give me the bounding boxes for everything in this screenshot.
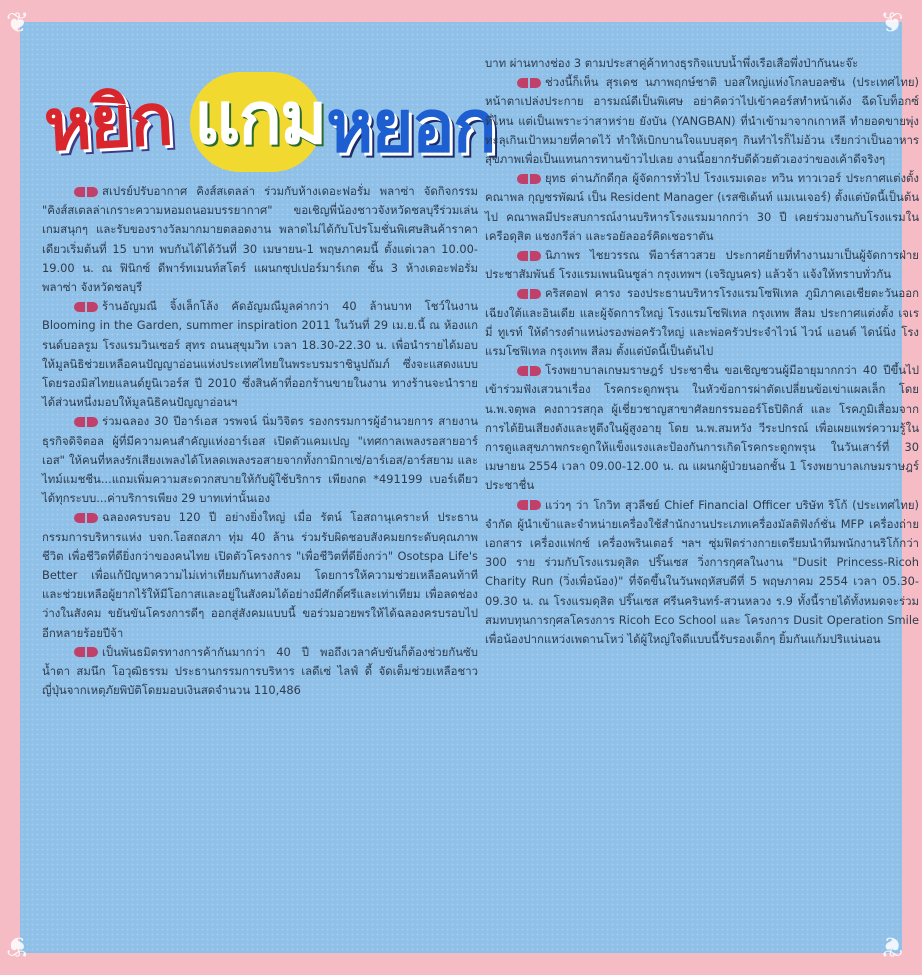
news-item-text: นิภาพร ไชยวรรณ พีอาร์สาวสวย ประกาศย้ายที่ทำงานมาเป็นผู้จัดการฝ่ายประชาสัมพันธ์ โรงแรมเพนนินซูล่า กรุงเทพฯ (เจริญนคร) แล้วจ้า แจ้งให้ทราบทั่วกัน bbox=[485, 248, 919, 282]
swirl-ornament-icon: ❦ bbox=[880, 6, 904, 39]
bullet-icon bbox=[517, 500, 541, 510]
bullet-icon bbox=[74, 647, 98, 657]
news-item bbox=[485, 73, 919, 169]
news-item bbox=[42, 412, 478, 508]
bullet-icon bbox=[74, 513, 98, 523]
news-item bbox=[485, 246, 919, 284]
news-item bbox=[42, 508, 478, 642]
bullet-icon bbox=[517, 251, 541, 261]
title-word-1: หยิก bbox=[41, 76, 174, 168]
news-item-text: ฉลองครบรอบ 120 ปี อย่างยิ่งใหญ่ เมื่อ รัตน์ โอสถานุเคราะห์ ประธานกรรมการบริหารแห่ง บจก.โอสถสภา ทุ่ม 40 ล้าน ร่วมรับผิดชอบสังคมยกระดับคุณภาพชีวิต เพื่อชีวิตที่ดียิ่งกว่าของคนไทย เปิดตัวโครงการ "เพื่อชีวิตที่ดียิ่งกว่า" Osotspa Life's Better เพื่อแก้ปัญหาความไม่เท่าเทียมกันทางสังคม โดยการให้ความช่วยเหลือคนท้าที และช่วยเหลือผู้ยากไร้ให้มีโอกาสและอยู่ในสังคมได้อย่างมีศักดิ์ศรีและเท่าเทียม เพื่อลดช่องว่างในสังคม ขยันขันโครงการดีๆ ออกสู่สังคมแบบนี้ ขอร่วมอวยพรให้ได้ฉลองครบรอบไปอีกหลายร้อยปีจ้า bbox=[42, 510, 478, 640]
bullet-icon bbox=[74, 187, 98, 197]
news-item-text: คริสตอฟ คารง รองประธานบริหารโรงแรมโซฟิเทล ภูมิภาคเอเชียตะวันออกเฉียงใต้และอินเดีย และผู้จัดการใหญ่ โรงแรมโซฟิเทล กรุงเทพ สีลม ประกาศแต่งตั้ง เจเรมี่ ทูเรท์ ให้ดำรงตำแหน่งรองพ่อครัวใหญ่ และพ่อครัวประจำไวน์ ไวน์ แอนด์ ไดน์นิ่ง โรงแรมโซฟิเทล กรุงเทพ สีลม ตั้งแต่บัดนี้เป็นต้นไป bbox=[485, 286, 919, 359]
bullet-icon bbox=[74, 302, 98, 312]
news-item-text: แว่วๆ ว่า โกวิท สุวลีชย์ Chief Financial Officer บริษัท ริโก้ (ประเทศไทย) จำกัด ผู้นำเข้าและจำหน่ายเครื่องใช้สำนักงานประเภทเครื่องมัลติฟังก์ชั่น MFP เครื่องถ่ายเอกสาร เครื่องแฟกซ์ เครื่องพรินเตอร์ ฯลฯ ซุ่มฟิตร่างกายเตรียมนำทีมพนักงานริโก้กว่า 300 ราย ร่วมกับโรงแรมดุสิต ปริ๊นเซส วิ่งการกุศลในงาน "Dusit Princess-Ricoh Charity Run (วิ่งเพื่อน้อง)" ที่จัดขึ้นในวันพฤหัสบดีที่ 5 พฤษภาคม 2554 เวลา 05.30-09.30 น. ณ โรงแรมดุสิต ปริ๊นเซส ศรีนครินทร์-สวนหลวง ร.9 ทั้งนี้รายได้ทั้งหมดจะร่วมสมทบทุนการกุศลโครงการ Ricoh Eco School และ โครงการ Dusit Operation Smile เพื่อน้องปากแหว่งเพดานโหว่ ได้ผู้ใหญ่ใจดีแบบนี้รับรองเด็กๆ ยิ้มกันแก้มปริแน่นอน bbox=[485, 497, 919, 647]
bullet-icon bbox=[517, 289, 541, 299]
news-item-text: โรงพยาบาลเกษมราษฎร์ ประชาชื่น ขอเชิญชวนผู้มีอายุมากกว่า 40 ปีขึ้นไปเข้าร่วมฟังเสวนาเรื่อง โรคกระดูกพรุน ในหัวข้อการผ่าตัดเปลี่ยนข้อเข่าแผลเล็ก โดย น.พ.จตุพล คงถาวรสกุล ผู้เชี่ยวชาญสาขาศัลยกรรมออร์โธปิดิกส์ และ โรคภูมิเสื่อมจากการได้ยินเสียงดังและหูตึงในผู้สูงอายุ โดย น.พ.สมหวัง วีระปกรณ์ เพื่อเผยแพร่ความรู้ในการดูแลสุขภาพกระดูกให้แข็งแรงและป้องกันการเกิดโรคกระดูกพรุน ในวันเสาร์ที่ 30 เมษายน 2554 เวลา 09.00-12.00 น. ณ แผนกผู้ป่วยนอกชั้น 1 โรงพยาบาลเกษมราษฎร์ ประชาชื่น bbox=[485, 363, 919, 493]
bullet-icon bbox=[517, 78, 541, 88]
news-item-text: ช่วงนี้ก็เห็น สุรเดช นภาพฤกษ์ชาติ บอสใหญ่แห่งโกลบอลซัน (ประเทศไทย) หน้าตาเปล่งประกาย อารมณ์ดีเป็นพิเศษ อย่าคิดว่าไปเข้าคอร์สทำหน้าเด้ง ฉีดโบท็อกซ์ที่ไหน แต่เป็นเพราะว่าสาหร่าย ยังบัน (YANGBAN) ที่นำเข้ามาจากเกาหลี ทำยอดขายพุ่งทะลุเกินเป้าหมายที่คาดไว้ ทำให้เบิกบานใจแบบสุดๆ กินทำไรก็ไม่อ้วน เรียกว่าเป็นอาหารสุขภาพเพื่อเป็นแทนการทานข้าวไปเลย งานนี้อยากรับดีด้วยตัวเองว่าของเค้าดีจริงๆ bbox=[485, 75, 919, 167]
news-item-text: สเปรย์ปรับอากาศ คิงส์สเตลล่า ร่วมกับห้างเดอะฟอรั่ม พลาซ่า จัดกิจกรรม "คิงส์สเตลล่าเกราะความหอมถนอมบรรยากาศ" ขอเชิญพี่น้องชาวจังหวัดชลบุรีร่วมเล่นเกมสนุกๆ และรับของรางวัลมากมายตลอดงาน พลาดไม่ได้กับโปรโมชั่นพิเศษสินค้าราคาเดียวเริ่มต้นที่ 15 บาท พบกันได้ได้วันที่ 30 เมษายน-1 พฤษภาคมนี้ ตั้งแต่เวลา 10.00-19.00 น. ณ ฟินิกซ์ ดีพาร์ทเมนท์สโตร์ แผนกซุปเปอร์มาร์เกต ชั้น 3 ห้างเดอะฟอรั่ม พลาซ่า จังหวัดชลบุรี bbox=[42, 184, 478, 295]
news-item bbox=[485, 496, 919, 650]
bullet-icon bbox=[74, 417, 98, 427]
right-column bbox=[485, 54, 919, 649]
news-item bbox=[42, 643, 478, 701]
news-item bbox=[42, 182, 478, 297]
news-item bbox=[485, 361, 919, 495]
left-column bbox=[42, 182, 478, 700]
column-title bbox=[41, 64, 495, 184]
news-item bbox=[485, 169, 919, 246]
swirl-ornament-icon: ❦ bbox=[6, 6, 30, 39]
news-item-continued bbox=[485, 54, 919, 73]
news-item-text: ยุทธ ด่านภักดีกุล ผู้จัดการทั่วไป โรงแรมเดอะ ทวิน ทาวเวอร์ ประกาศแต่งตั้ง คณาพล กุญชรพัฒน์ เป็น Resident Manager (เรสซิเด้นท์ แมเนเจอร์) ตั้งแต่บัดนี้เป็นต้นไป คณาพลมีประสบการณ์งานบริหารโรงแรมมากกว่า 30 ปี เคยร่วมงานกับโรงแรมในเครือดุสิต แชงกรีล่า และรอยัลออร์คิดเชอราตัน bbox=[485, 171, 919, 243]
newspaper-clipping bbox=[20, 22, 919, 953]
news-item-text: ร้านอัญมณี จิ้งเล็กโล้ง คัดอัญมณีมูลค่ากว่า 40 ล้านบาท โชว์ในงาน Blooming in the Garden, summer inspiration 2011 ในวันที่ 29 เม.ย.นี้ ณ ห้องแกรนด์บอลรูม โรงแรมวินเซอร์ สุทร ถนนสุขุมวิท เวลา 18.30-22.30 น. เพื่อนำรายได้มอบให้มูลนิธิช่วยเหลือคนปัญญาอ่อนแห่งประเทศไทยในพระบรมราชินูปถัมภ์ ซึ่งจะแสดงแบบโดยรองมิสไทยแลนด์ยูนิเวอร์ส ปี 2010 ซึ่งสินค้าที่ออกร้านขายในงาน ทางร้านจะนำรายได้ส่วนหนึ่งมอบให้มูลนิธิคนปัญญาอ่อนฯ bbox=[42, 299, 478, 410]
title-word-3: หยอก bbox=[326, 84, 495, 168]
bullet-icon bbox=[517, 366, 541, 376]
news-item-text: เป็นพันธมิตรทางการค้ากันมากว่า 40 ปี พอถึงเวลาคับขันก็ต้องช่วยกันซับน้ำตา สมนึก โอวุฒิธรรม ประธานกรรมการบริหาร เลดีเซ่ ไลฟ์ ดี้ จัดเต็มช่วยเหลือชาวญี่ปุ่นจากเหตุภัยพิบัติโดยมอบเงินสดจำนวน 110,486 bbox=[42, 644, 478, 698]
title-word-2: แกม bbox=[194, 76, 326, 160]
news-item bbox=[42, 297, 478, 412]
bullet-icon bbox=[517, 174, 541, 184]
news-item bbox=[485, 284, 919, 361]
news-item-text: ร่วมฉลอง 30 ปีอาร์เอส วรพจน์ นิ่มวิจิตร รองกรรมการผู้อำนวยการ สายงานธุรกิจดิจิตอล ผู้ที่มีความคนสำคัญแห่งอาร์เอส เปิดตัวแคมเปญ "เทศกาลเพลงรอสายอาร์เอส" ให้คนที่หลงรักเสียงเพลงได้โหลดเพลงรอสายจากทั้งกามิกาเซ่/อาร์เอส/อาร์สยาม และไทม์แมชชีน...แถมเพิ่มความสะดวกสบายให้กับผู้ใช้บริการ เพียงกด *491199 เบอร์เดียวได้ทุกระบบ...ค่าบริการเพียง 29 บาทเท่านั้นเอง bbox=[42, 414, 478, 506]
swirl-ornament-icon: ❦ bbox=[880, 930, 904, 963]
news-item-text: บาท ผ่านทางช่อง 3 ตามประสาคู่ค้าทางธุรกิจแบบน้ำพึ่งเรือเสือพึ่งป่ากันนะจ๊ะ bbox=[485, 56, 859, 70]
swirl-ornament-icon: ❦ bbox=[6, 930, 30, 963]
